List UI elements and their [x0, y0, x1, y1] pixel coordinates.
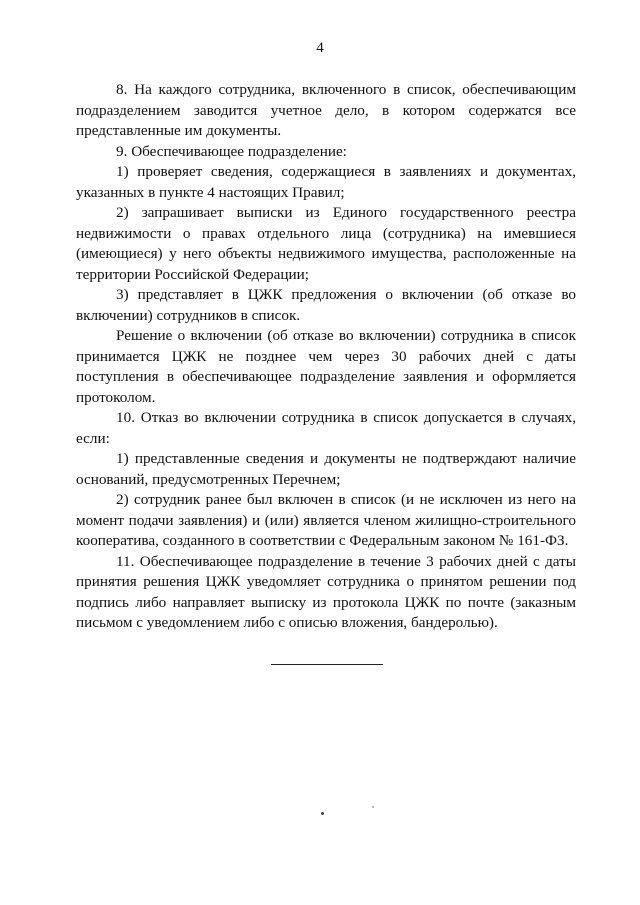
paragraph-10: 10. Отказ во включении сотрудника в список допускается в случаях, если:	[76, 409, 576, 447]
scan-speck	[321, 812, 324, 815]
end-separator-line	[271, 664, 383, 665]
paragraph-9-item-1: 1) проверяет сведения, содержащиеся в заявлениях и документах, указанных в пункте 4 настоящих Правил;	[76, 163, 576, 201]
paragraph-9-item-3: 3) представляет в ЦЖК предложения о включении (об отказе во включении) сотрудников в список.	[76, 286, 576, 324]
paragraph-decision: Решение о включении (об отказе во включении) сотрудника в список принимается ЦЖК не позднее чем через 30 рабочих дней с даты поступления в обеспечивающее подразделение заявления и оформляется протоколом.	[76, 327, 576, 406]
document-body	[76, 80, 576, 634]
paragraph-10-item-2: 2) сотрудник ранее был включен в список (и не исключен из него на момент подачи заявления) и (или) является членом жилищно-строительного кооператива, созданного в соответствии с Федеральным законом № 161-ФЗ.	[76, 491, 576, 549]
scan-speck	[372, 806, 374, 808]
paragraph-9-item-2: 2) запрашивает выписки из Единого государственного реестра недвижимости о правах отдельного лица (сотрудника) на имевшиеся (имеющиеся) у него объекты недвижимого имущества, расположенные на территории Российской Федерации;	[76, 204, 576, 283]
paragraph-8: 8. На каждого сотрудника, включенного в список, обеспечивающим подразделением заводится учетное дело, в котором содержатся все представленные им документы.	[76, 81, 576, 139]
paragraph-9-heading: 9. Обеспечивающее подразделение:	[116, 142, 347, 160]
paragraph-10-item-1: 1) представленные сведения и документы не подтверждают наличие оснований, предусмотренных Перечнем;	[76, 450, 576, 488]
page-number: 4	[316, 40, 324, 56]
paragraph-11: 11. Обеспечивающее подразделение в течение 3 рабочих дней с даты принятия решения ЦЖК уведомляет сотрудника о принятом решении под подпись либо направляет выписку из протокола ЦЖК по почте (заказным письмом с уведомлением либо с описью вложения, бандеролью).	[76, 552, 576, 631]
